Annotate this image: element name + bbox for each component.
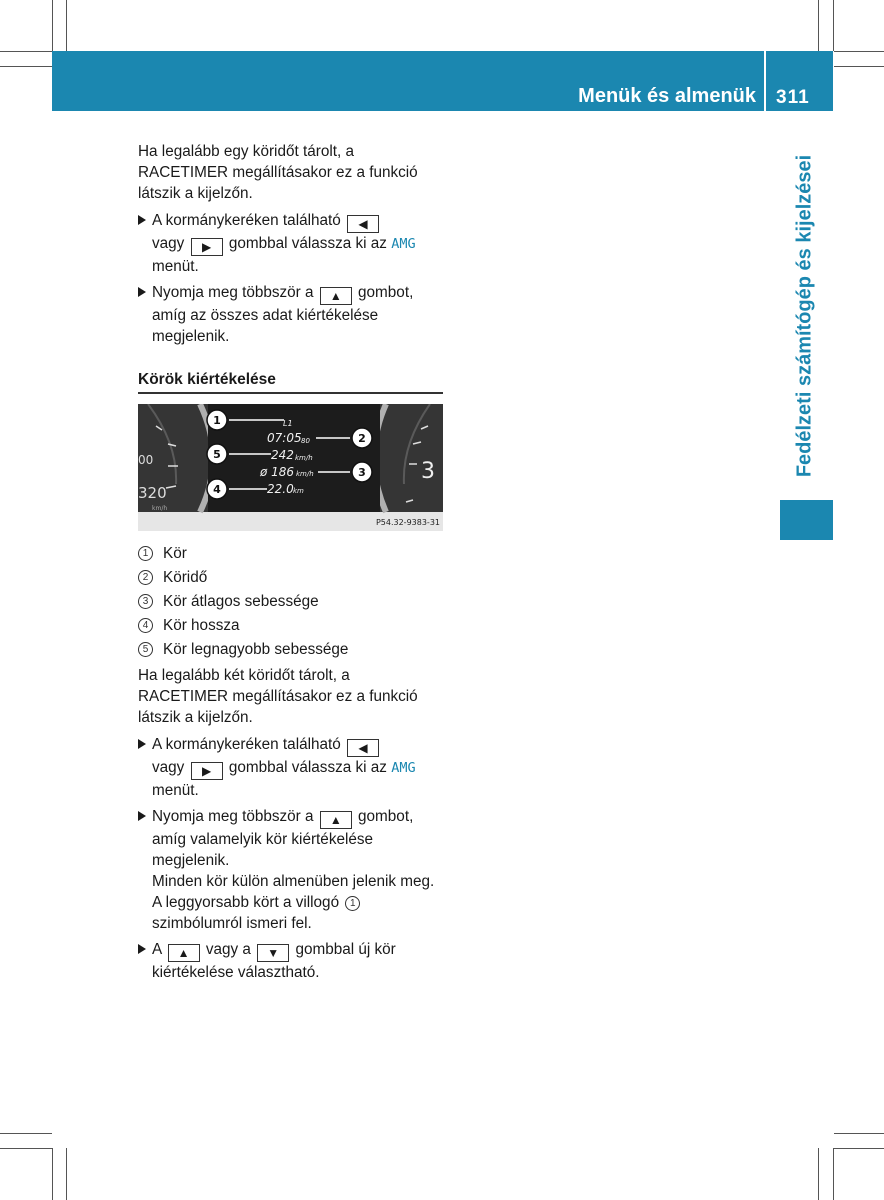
legend-number: 1 <box>138 546 153 561</box>
callout-label: 1 <box>213 414 221 427</box>
crop-mark <box>818 0 819 51</box>
instruction-step: Nyomja meg többször a ▲ gombot, amíg valamelyik kör kiértékelése megjelenik. Minden kör külön almenüben jelenik meg. A leggyorsabb kört a villogó 1 szimbólumról ismeri fel. <box>138 806 443 934</box>
intro-paragraph: Ha legalább két köridőt tárolt, a RACETIMER megállításakor ez a funkció látszik a kijelzőn. <box>138 667 418 726</box>
gauge-label: 3 <box>421 459 435 484</box>
callout-label: 2 <box>358 432 366 445</box>
instrument-cluster-figure <box>138 404 443 531</box>
chapter-tab <box>785 140 825 492</box>
legend-item: 3 Kör átlagos sebessége <box>138 589 443 613</box>
heading-rule <box>138 392 443 394</box>
bullet-arrow-icon <box>138 287 146 297</box>
section-heading: Körök kiértékelése <box>138 371 276 388</box>
crop-mark <box>66 1148 67 1200</box>
bullet-arrow-icon <box>138 944 146 954</box>
callout-label: 5 <box>213 448 221 461</box>
chapter-marker <box>780 500 833 540</box>
legend-item: 1 Kör <box>138 541 443 565</box>
right-key-icon: ▶ <box>191 238 223 256</box>
legend-item: 4 Kör hossza <box>138 613 443 637</box>
crop-mark <box>52 0 53 51</box>
gauge-label: 00 <box>138 453 154 467</box>
right-key-icon: ▶ <box>191 762 223 780</box>
callout-reference: 1 <box>345 896 360 911</box>
down-key-icon: ▼ <box>257 944 289 962</box>
bullet-arrow-icon <box>138 215 146 225</box>
legend-number: 4 <box>138 618 153 633</box>
avg-speed-unit: km/h <box>296 470 314 478</box>
crop-mark <box>834 1148 884 1149</box>
distance-unit: km <box>293 487 304 495</box>
crop-mark <box>0 1133 52 1134</box>
crop-mark <box>0 66 52 67</box>
header-divider <box>764 51 766 111</box>
callout-legend <box>138 541 443 661</box>
lap-value: L1 <box>283 419 293 428</box>
gauge-label: 320 <box>138 484 167 502</box>
legend-number: 5 <box>138 642 153 657</box>
instruction-step: A ▲ vagy a ▼ gombbal új kör kiértékelése választható. <box>138 939 443 983</box>
distance-value: 22.0 <box>267 482 294 496</box>
avg-speed-value: ø 186 <box>260 465 295 479</box>
gauge-unit: km/h <box>152 505 168 512</box>
crop-mark <box>833 1148 834 1200</box>
figure-reference: P54.32-9383-31 <box>375 518 440 527</box>
chapter-tab-label: Fedélzeti számítógép és kijelzései <box>793 154 816 478</box>
left-key-icon: ◀ <box>347 739 379 757</box>
legend-item: 5 Kör legnagyobb sebessége <box>138 637 443 661</box>
legend-number: 3 <box>138 594 153 609</box>
up-key-icon: ▲ <box>168 944 200 962</box>
legend-number: 2 <box>138 570 153 585</box>
crop-mark <box>66 0 67 51</box>
bullet-arrow-icon <box>138 811 146 821</box>
crop-mark <box>834 1133 884 1134</box>
lap-time-fraction: 80 <box>301 437 310 445</box>
up-key-icon: ▲ <box>320 287 352 305</box>
amg-menu-label: AMG <box>391 760 416 776</box>
up-key-icon: ▲ <box>320 811 352 829</box>
left-key-icon: ◀ <box>347 215 379 233</box>
instruction-step: A kormánykeréken található ◀ vagy ▶ gombbal válassza ki az AMG menüt. <box>138 210 443 277</box>
callout-label: 3 <box>358 466 366 479</box>
instruction-step: A kormánykeréken található ◀ vagy ▶ gombbal válassza ki az AMG menüt. <box>138 734 443 801</box>
legend-item: 2 Köridő <box>138 565 443 589</box>
crop-mark <box>0 51 52 52</box>
crop-mark <box>818 1148 819 1200</box>
max-speed-value: 242 <box>271 448 294 462</box>
callout-label: 4 <box>213 483 221 496</box>
max-speed-unit: km/h <box>295 454 313 462</box>
intro-paragraph: Ha legalább egy köridőt tárolt, a RACETIMER megállításakor ez a funkció látszik a kijelzőn. <box>138 143 418 202</box>
page-number: 311 <box>776 87 810 108</box>
bullet-arrow-icon <box>138 739 146 749</box>
crop-mark <box>834 66 884 67</box>
lap-time-value: 07:05 <box>267 431 302 445</box>
instruction-step: Nyomja meg többször a ▲ gombot, amíg az összes adat kiértékelése megjelenik. <box>138 282 443 347</box>
amg-menu-label: AMG <box>391 236 416 252</box>
crop-mark <box>0 1148 52 1149</box>
cluster-illustration <box>138 404 443 531</box>
crop-mark <box>834 51 884 52</box>
crop-mark <box>833 0 834 51</box>
main-content <box>138 141 443 988</box>
page-title: Menük és almenük <box>578 85 756 107</box>
crop-mark <box>52 1148 53 1200</box>
